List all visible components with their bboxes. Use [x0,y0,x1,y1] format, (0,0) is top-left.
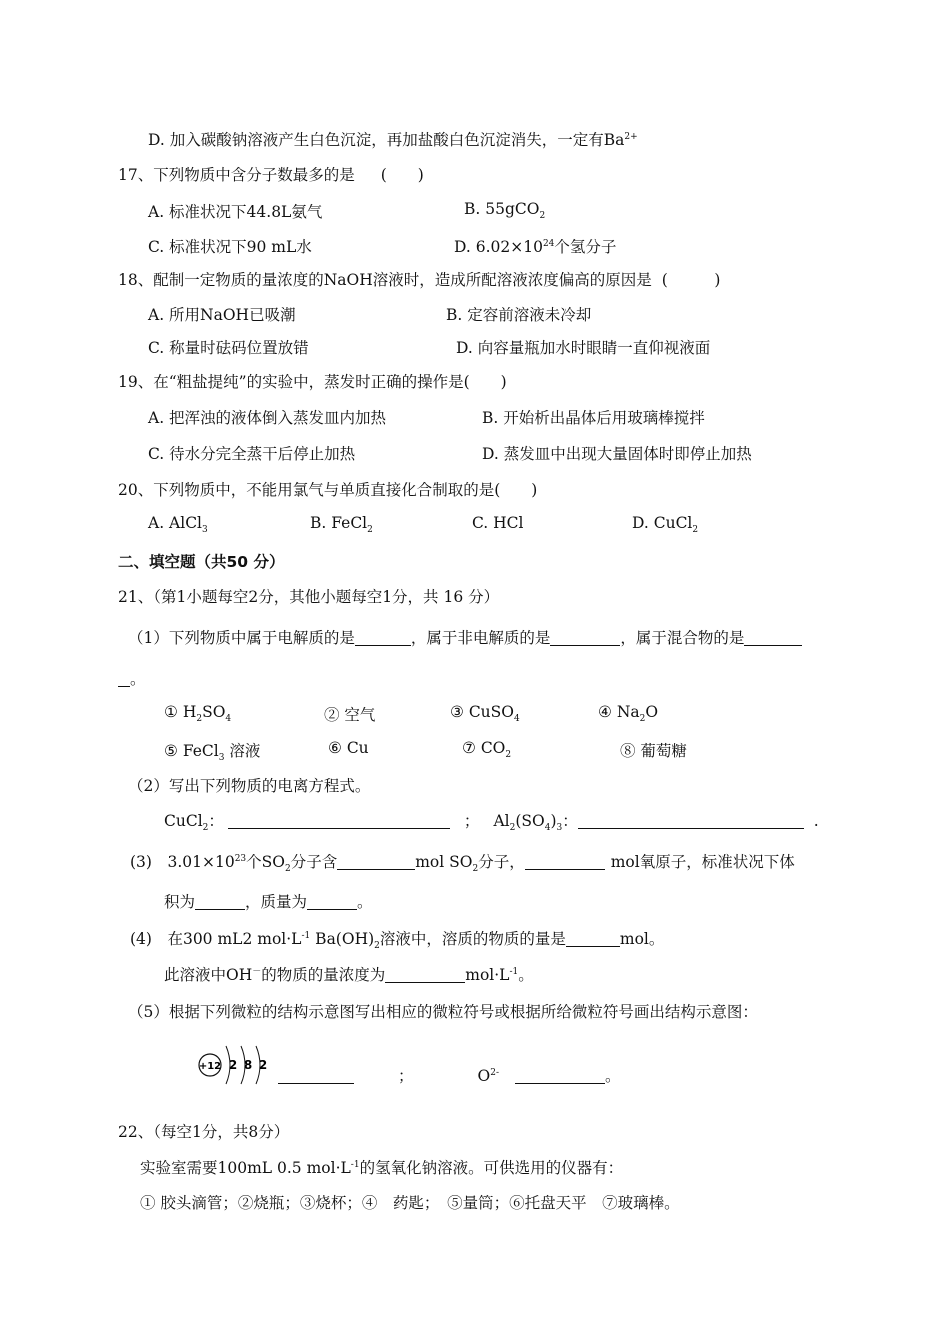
q19-stem: 19、在“粗盐提纯”的实验中，蒸发时正确的操作是( ) [118,373,507,391]
q21-part3: (3) $3.01\times 10^{23}$个$SO_2$分子含 mol $SO_2$分子， mol氧原子，标准状况下体 [130,853,795,875]
q22-line2: ① 胶头滴管；②烧瓶；③烧杯；④ 药匙； ⑤量筒；⑥托盘天平 ⑦玻璃棒。 [140,1194,680,1212]
q20-option-c: C. HCl [472,514,524,532]
q21-part1-end: 。 [118,667,146,689]
q18-option-a: A. 所用NaOH已吸潮 [148,306,296,324]
answer-blank[interactable] [744,629,802,646]
q20-stem: 20、下列物质中，不能用氯气与单质直接化合制取的是( ) [118,481,538,499]
q19-option-d: D. 蒸发皿中出现大量固体时即停止加热 [482,445,752,463]
q17-stem: 17、下列物质中含分子数最多的是 ( ) [118,166,424,184]
q21-item-7: ⑦ $CO_2$ [462,739,512,761]
q21-item-1: ① $H_2SO_4$ [164,703,232,725]
q20-option-a: A. AlCl$_3$ [148,514,208,536]
q20-option-b: B. FeCl$_2$ [310,514,373,536]
q17-option-d: D. $6.02\times 10^{24}$个氢分子 [454,238,617,256]
answer-blank[interactable] [550,629,620,646]
answer-blank[interactable] [578,812,804,829]
q19-option-b: B. 开始析出晶体后用玻璃棒搅拌 [482,409,705,427]
q21-part2: （2）写出下列物质的电离方程式。 [128,777,371,795]
q19-option-c: C. 待水分完全蒸干后停止加热 [148,445,356,463]
q16-option-d: D. 加入碳酸钠溶液产生白色沉淀，再加盐酸白色沉淀消失，一定有$Ba^{2+}$ [148,131,638,149]
section-heading: 二、填空题（共50 分） [118,553,285,571]
q21-part3-line2: 积为 ，质量为 。 [164,893,373,911]
answer-blank[interactable] [355,629,411,646]
q17-option-b: B. 55gCO$_2$ [464,200,546,222]
q18-option-b: B. 定容前溶液未冷却 [446,306,592,324]
shell-electrons: 8 [243,1058,253,1072]
q22-head: 22、（每空1分，共8分） [118,1123,290,1141]
q20-option-d: D. CuCl$_2$ [632,514,699,536]
q21-part2-equations: CuCl$_2$： ； $Al_2(SO_4)_3$： . [164,812,819,834]
answer-blank[interactable] [525,853,605,870]
q21-item-3: ③ CuSO$_4$ [450,703,520,725]
q21-part4-line2: 此溶液中OH－的物质的量浓度为 $mol\cdot L^{-1}$。 [164,966,534,984]
answer-blank[interactable] [228,812,450,829]
q21-part5: （5）根据下列微粒的结构示意图写出相应的微粒符号或根据所给微粒符号画出结构示意图： [128,1003,758,1021]
q18-stem: 18、配制一定物质的量浓度的NaOH溶液时，造成所配溶液浓度偏高的原因是 ( ) [118,271,721,289]
answer-blank[interactable] [195,893,245,910]
q19-option-a: A. 把浑浊的液体倒入蒸发皿内加热 [148,409,387,427]
q21-part5-answers: ； $O^{2-}$ 。 [278,1064,621,1086]
shell-electrons: 2 [228,1058,238,1072]
q21-part4: (4) 在300 mL2 $mol\cdot L^{-1}$ $Ba(OH)_2$溶液中，溶质的物质的量是 mol。 [130,930,665,952]
q17-option-c: C. 标准状况下90 mL水 [148,238,312,256]
answer-blank[interactable] [337,853,415,870]
shell-electrons: 2 [258,1058,268,1072]
q21-head: 21、（第1小题每空2分，其他小题每空1分，共 16 分） [118,588,500,606]
q17-option-a: A. 标准状况下44.8L氨气 [148,203,323,221]
q21-item-6: ⑥ Cu [328,739,369,757]
q18-option-d: D. 向容量瓶加水时眼睛一直仰视液面 [456,339,711,357]
q21-part1: （1）下列物质中属于电解质的是 ，属于非电解质的是 ，属于混合物的是 [128,626,802,648]
answer-blank[interactable] [515,1067,605,1084]
q21-item-5: ⑤ FeCl$_3$ 溶液 [164,742,261,764]
answer-blank[interactable] [278,1067,354,1084]
answer-blank[interactable] [385,966,465,983]
answer-blank[interactable] [118,670,130,687]
answer-blank[interactable] [307,893,357,910]
q18-option-c: C. 称量时砝码位置放错 [148,339,309,357]
nucleus-charge: +12 [198,1061,222,1072]
atom-structure-diagram [196,1040,286,1090]
q21-item-4: ④ $Na_2O$ [598,703,659,725]
q22-line1: 实验室需要100mL 0.5 $mol\cdot L^{-1}$的氢氧化钠溶液。可供选用的仪器有： [140,1159,624,1177]
q21-item-8: ⑧ 葡萄糖 [620,742,687,760]
q21-item-2: ② 空气 [324,706,376,724]
answer-blank[interactable] [566,930,620,947]
